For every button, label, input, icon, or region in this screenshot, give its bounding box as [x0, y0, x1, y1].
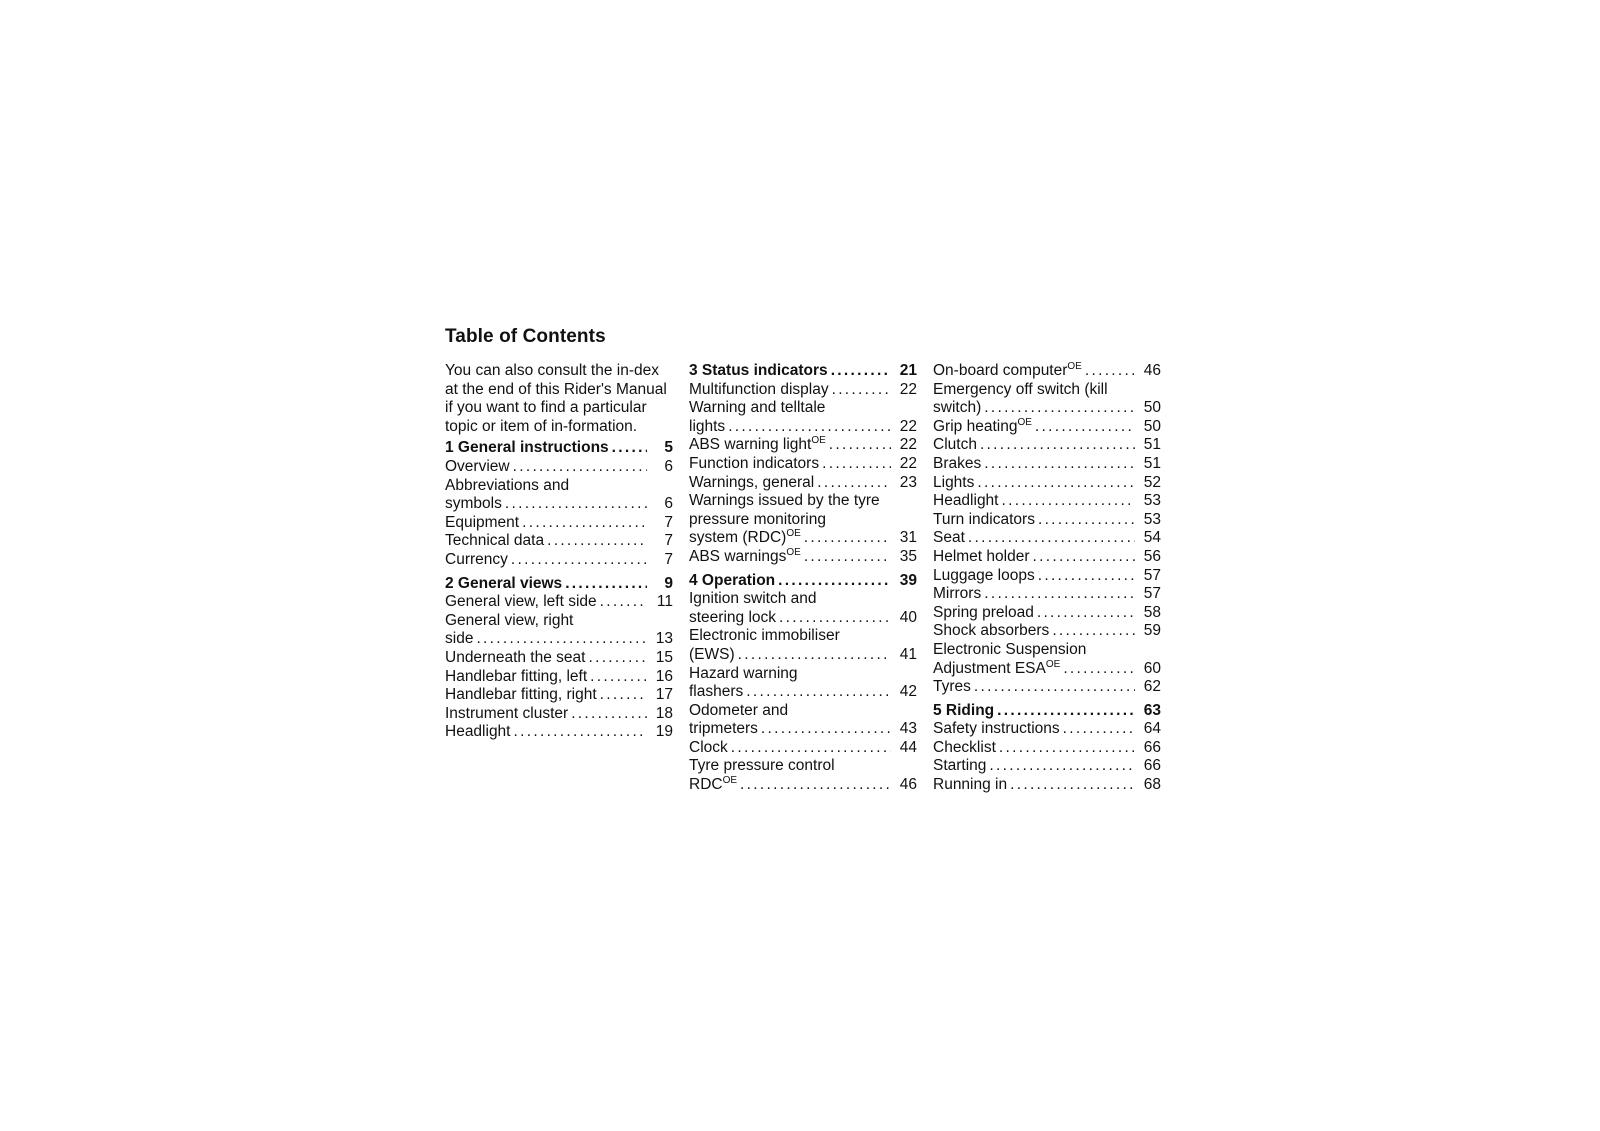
toc-entry-title: 2 General views [445, 574, 563, 592]
toc-entry-title: 5 Riding [933, 701, 995, 719]
toc-entry-title: ABS warning light$^{OE}$ [689, 435, 826, 454]
toc-entry[interactable] [933, 641, 1161, 678]
toc-entry[interactable] [445, 668, 673, 687]
dot-leader [831, 362, 891, 381]
toc-entry-title-start: General view, right [445, 611, 574, 629]
page-number: 11 [656, 593, 673, 611]
dot-leader [999, 739, 1135, 758]
toc-entry-title: 3 Status indicators [689, 362, 828, 379]
dot-leader [817, 474, 891, 493]
dot-leader [1063, 660, 1135, 679]
toc-entry[interactable] [689, 757, 917, 794]
toc-entry-title: Handlebar fitting, left [445, 667, 588, 685]
dot-leader [565, 575, 647, 594]
toc-entry[interactable] [445, 532, 673, 551]
dot-leader [511, 551, 647, 570]
toc-entry[interactable] [933, 455, 1161, 474]
toc-entry-title: Handlebar fitting, right [445, 686, 597, 704]
toc-entry[interactable] [689, 474, 917, 493]
optional-equipment-mark: OE [786, 546, 801, 558]
toc-chapter[interactable] [689, 572, 917, 591]
toc-entry[interactable] [689, 665, 917, 702]
dot-leader [746, 683, 891, 702]
dot-leader [1037, 604, 1135, 623]
dot-leader [514, 723, 648, 742]
dot-leader [600, 686, 647, 705]
toc-entry[interactable] [933, 492, 1161, 511]
dot-leader [984, 399, 1135, 418]
dot-leader [984, 585, 1135, 604]
page-number: 63 [1143, 701, 1161, 719]
toc-entry-title: switch) [933, 399, 982, 417]
toc-entries [933, 362, 1161, 795]
toc-entry[interactable] [933, 474, 1161, 493]
toc-entry-title: Instrument cluster [445, 704, 569, 722]
toc-entry-title: steering lock [689, 608, 777, 626]
toc-entry-title-start: Tyre pressure control [689, 757, 835, 775]
toc-entry-title: Turn indicators [933, 510, 1035, 528]
toc-entry[interactable] [689, 381, 917, 400]
toc-entry-title: Mirrors [933, 585, 982, 603]
toc-column-2 [689, 362, 917, 795]
toc-entry-title: 1 General instructions [445, 439, 609, 457]
toc-entry[interactable] [933, 418, 1161, 437]
toc-entry-title: Checklist [933, 738, 996, 756]
dot-leader [977, 474, 1135, 493]
toc-entry-title: side [445, 630, 474, 648]
page-number: 52 [1143, 473, 1161, 491]
page-number: 35 [899, 547, 917, 565]
dot-leader [590, 668, 647, 687]
page-number: 22 [899, 380, 917, 398]
toc-chapter[interactable] [689, 362, 917, 381]
dot-leader [1052, 622, 1135, 641]
page-number: 22 [899, 436, 917, 454]
toc-entry-title: General view, left side [445, 593, 597, 611]
toc-entry-title: Grip heating$^{OE}$ [933, 416, 1032, 435]
toc-entry[interactable] [445, 458, 673, 477]
page-number: 57 [1143, 566, 1161, 584]
toc-entry-title: Overview [445, 457, 510, 475]
dot-leader [1085, 362, 1135, 381]
page-number: 16 [655, 667, 673, 685]
intro-text: You can also consult the in-dex at the end of this Rider's Manual if you want to find a particular topic or item of in-formation. [445, 362, 667, 435]
dot-leader [980, 436, 1135, 455]
optional-equipment-mark: OE [1045, 658, 1061, 670]
dot-leader [571, 705, 647, 724]
toc-chapter[interactable] [445, 575, 673, 594]
page-number: 56 [1143, 547, 1161, 565]
toc-entry-title: system (RDC)$^{OE}$ [689, 528, 801, 547]
toc-entry-title: flashers [689, 683, 744, 701]
toc-entry-title: Currency [445, 550, 508, 568]
toc-entry-title: Headlight [933, 492, 999, 510]
toc-entry-title: Luggage loops [933, 566, 1035, 584]
toc-entry-title: symbols [445, 495, 502, 513]
toc-entries [445, 439, 673, 742]
page-number: 50 [1143, 399, 1161, 417]
page-number: 5 [664, 439, 673, 457]
toc-entry-title: Running in [933, 776, 1008, 794]
toc-entry-title: ABS warnings$^{OE}$ [689, 546, 801, 565]
toc-entry[interactable] [689, 399, 917, 436]
toc-chapter[interactable] [445, 439, 673, 458]
dot-leader [476, 630, 647, 649]
toc-entry-title-start: Electronic Suspension [933, 640, 1087, 658]
toc-entry[interactable] [689, 627, 917, 664]
toc-entry[interactable] [445, 649, 673, 668]
page-number: 39 [899, 571, 917, 589]
dot-leader [1002, 492, 1136, 511]
page-number: 31 [899, 529, 917, 547]
toc-entry[interactable] [689, 702, 917, 739]
dot-leader [968, 529, 1135, 548]
toc-entry-title: Underneath the seat [445, 648, 586, 666]
toc-entry[interactable] [933, 436, 1161, 455]
page-number: 62 [1143, 678, 1161, 696]
toc-entry[interactable] [933, 567, 1161, 586]
dot-leader [974, 678, 1135, 697]
toc-entry-title-start: Electronic immobiliser [689, 627, 840, 645]
page-number: 53 [1143, 492, 1161, 510]
page-number: 43 [899, 720, 917, 738]
dot-leader [738, 646, 891, 665]
toc-entry[interactable] [445, 705, 673, 724]
toc-entry[interactable] [933, 622, 1161, 641]
optional-equipment-mark: OE [1067, 361, 1082, 372]
toc-entry-title: Tyres [933, 678, 971, 696]
toc-entry-title: Multifunction display [689, 380, 829, 398]
toc-entry-title: Safety instructions [933, 720, 1060, 738]
page-number: 57 [1143, 585, 1161, 603]
toc-entry[interactable] [445, 477, 673, 514]
page-number: 50 [1143, 417, 1161, 435]
optional-equipment-mark: OE [1017, 416, 1032, 428]
page-number: 19 [655, 723, 673, 741]
toc-entry[interactable] [445, 551, 673, 570]
page-number: 58 [1143, 603, 1161, 621]
toc-entry-title-start: Emergency off switch (kill [933, 380, 1108, 398]
toc-entry-title-start: Hazard warning [689, 664, 798, 682]
dot-leader [984, 455, 1135, 474]
toc-entry[interactable] [689, 548, 917, 567]
dot-leader [600, 593, 647, 612]
toc-entry-title: Brakes [933, 454, 982, 472]
toc-entry[interactable] [933, 548, 1161, 567]
dot-leader [728, 418, 891, 437]
page-number: 44 [899, 738, 917, 756]
page-number: 51 [1143, 454, 1161, 472]
toc-entry-title-start: Warning and telltale [689, 399, 826, 417]
dot-leader [612, 439, 647, 458]
toc-entry-title: Helmet holder [933, 547, 1030, 565]
toc-entry-title: Seat [933, 529, 965, 547]
toc-entry-title: On-board computer$^{OE}$ [933, 361, 1082, 379]
page-number: 7 [664, 550, 673, 568]
toc-entry[interactable] [933, 757, 1161, 776]
dot-leader [778, 572, 891, 591]
page-number: 54 [1143, 529, 1161, 547]
toc-entry[interactable] [933, 511, 1161, 530]
dot-leader [1063, 720, 1135, 739]
page-number: 15 [655, 648, 673, 666]
toc-entry-title-start: Abbreviations and [445, 476, 570, 494]
toc-entry[interactable] [445, 686, 673, 705]
dot-leader [513, 458, 647, 477]
toc-entry-title: Starting [933, 757, 987, 775]
dot-leader [1035, 418, 1135, 437]
dot-leader [1033, 548, 1136, 567]
toc-entry-title: Technical data [445, 532, 545, 550]
page-number: 7 [664, 513, 673, 531]
page-number: 23 [899, 473, 917, 491]
page-number: 21 [899, 362, 917, 379]
page-number: 41 [899, 645, 917, 663]
dot-leader [1010, 776, 1135, 795]
toc-entry-title: Equipment [445, 513, 520, 531]
dot-leader [1038, 511, 1135, 530]
dot-leader [740, 776, 891, 795]
toc-entry[interactable] [445, 723, 673, 742]
toc-entry-title: Lights [933, 473, 975, 491]
page-number: 6 [664, 495, 673, 513]
optional-equipment-mark: OE [811, 435, 826, 447]
page-number: 51 [1143, 436, 1161, 454]
page-number: 18 [655, 704, 673, 722]
toc-entry-title-start: Ignition switch and [689, 590, 817, 608]
toc-entry[interactable] [933, 362, 1161, 381]
dot-leader [989, 757, 1135, 776]
dot-leader [1038, 567, 1135, 586]
dot-leader [804, 548, 891, 567]
page-number: 68 [1143, 776, 1161, 794]
page-number: 13 [655, 630, 673, 648]
toc-entry[interactable] [933, 381, 1161, 418]
toc-entry[interactable] [445, 514, 673, 533]
dot-leader [779, 609, 891, 628]
dot-leader [804, 529, 891, 548]
toc-entry-title-start: Warnings issued by the tyre pressure monitoring [689, 492, 880, 528]
page-number: 7 [664, 532, 673, 550]
page-number: 59 [1143, 622, 1161, 640]
toc-entry-title: Headlight [445, 723, 511, 741]
dot-leader [829, 436, 891, 455]
dot-leader [731, 739, 891, 758]
toc-entry-title: Adjustment $ESA^{OE}$ [933, 658, 1061, 677]
toc-entry[interactable] [933, 604, 1161, 623]
optional-equipment-mark: OE [786, 528, 801, 540]
toc-entry-title: lights [689, 417, 726, 435]
page-number: 42 [899, 683, 917, 701]
toc-entry[interactable] [933, 776, 1161, 795]
page-number: 22 [899, 454, 917, 472]
dot-leader [588, 649, 647, 668]
toc-entry-title-start: Odometer and [689, 701, 789, 719]
toc-entry-title: Clock [689, 738, 728, 756]
toc-entry-title: Shock absorbers [933, 622, 1050, 640]
toc-chapter[interactable] [933, 702, 1161, 721]
toc-entry-title: (EWS) [689, 645, 735, 663]
toc-entry[interactable] [933, 720, 1161, 739]
page-number: 6 [664, 457, 673, 475]
dot-leader [505, 495, 647, 514]
page-number: 53 [1143, 510, 1161, 528]
toc-entry[interactable] [689, 436, 917, 455]
dot-leader [522, 514, 647, 533]
page-number: 46 [1143, 362, 1161, 379]
page-number: 46 [899, 776, 917, 794]
toc-entry[interactable] [689, 739, 917, 758]
toc-entry[interactable] [689, 455, 917, 474]
dot-leader [761, 720, 891, 739]
toc-entry[interactable] [689, 590, 917, 627]
toc-entry-title: Warnings, general [689, 473, 815, 491]
toc-column-3 [933, 362, 1161, 795]
dot-leader [832, 381, 891, 400]
page-title: Table of Contents [445, 326, 606, 347]
page-number: 9 [664, 574, 673, 592]
dot-leader [997, 702, 1135, 721]
toc-entry[interactable] [445, 612, 673, 649]
toc-column-1 [445, 362, 673, 742]
toc-entry[interactable] [689, 492, 917, 548]
dot-leader [547, 532, 647, 551]
toc-entry-title: 4 Operation [689, 571, 776, 589]
page-number: 40 [899, 608, 917, 626]
toc-entry-title: $RDC^{OE}$ [689, 775, 738, 794]
page-number: 66 [1143, 757, 1161, 775]
page-number: 66 [1143, 738, 1161, 756]
toc-entry-title: Spring preload [933, 603, 1034, 621]
toc-entry[interactable] [933, 678, 1161, 697]
dot-leader [822, 455, 891, 474]
page-number: 17 [655, 686, 673, 704]
toc-entry[interactable] [933, 585, 1161, 604]
toc-entries [689, 362, 917, 795]
optional-equipment-mark: OE [722, 775, 738, 787]
toc-entry[interactable] [445, 593, 673, 612]
toc-entry-title: tripmeters [689, 720, 758, 738]
toc-entry-title: Clutch [933, 436, 977, 454]
toc-entry[interactable] [933, 739, 1161, 758]
page-number: 60 [1143, 659, 1161, 677]
toc-entry[interactable] [933, 529, 1161, 548]
page-number: 22 [899, 417, 917, 435]
page-number: 64 [1143, 720, 1161, 738]
toc-entry-title: Function indicators [689, 454, 820, 472]
